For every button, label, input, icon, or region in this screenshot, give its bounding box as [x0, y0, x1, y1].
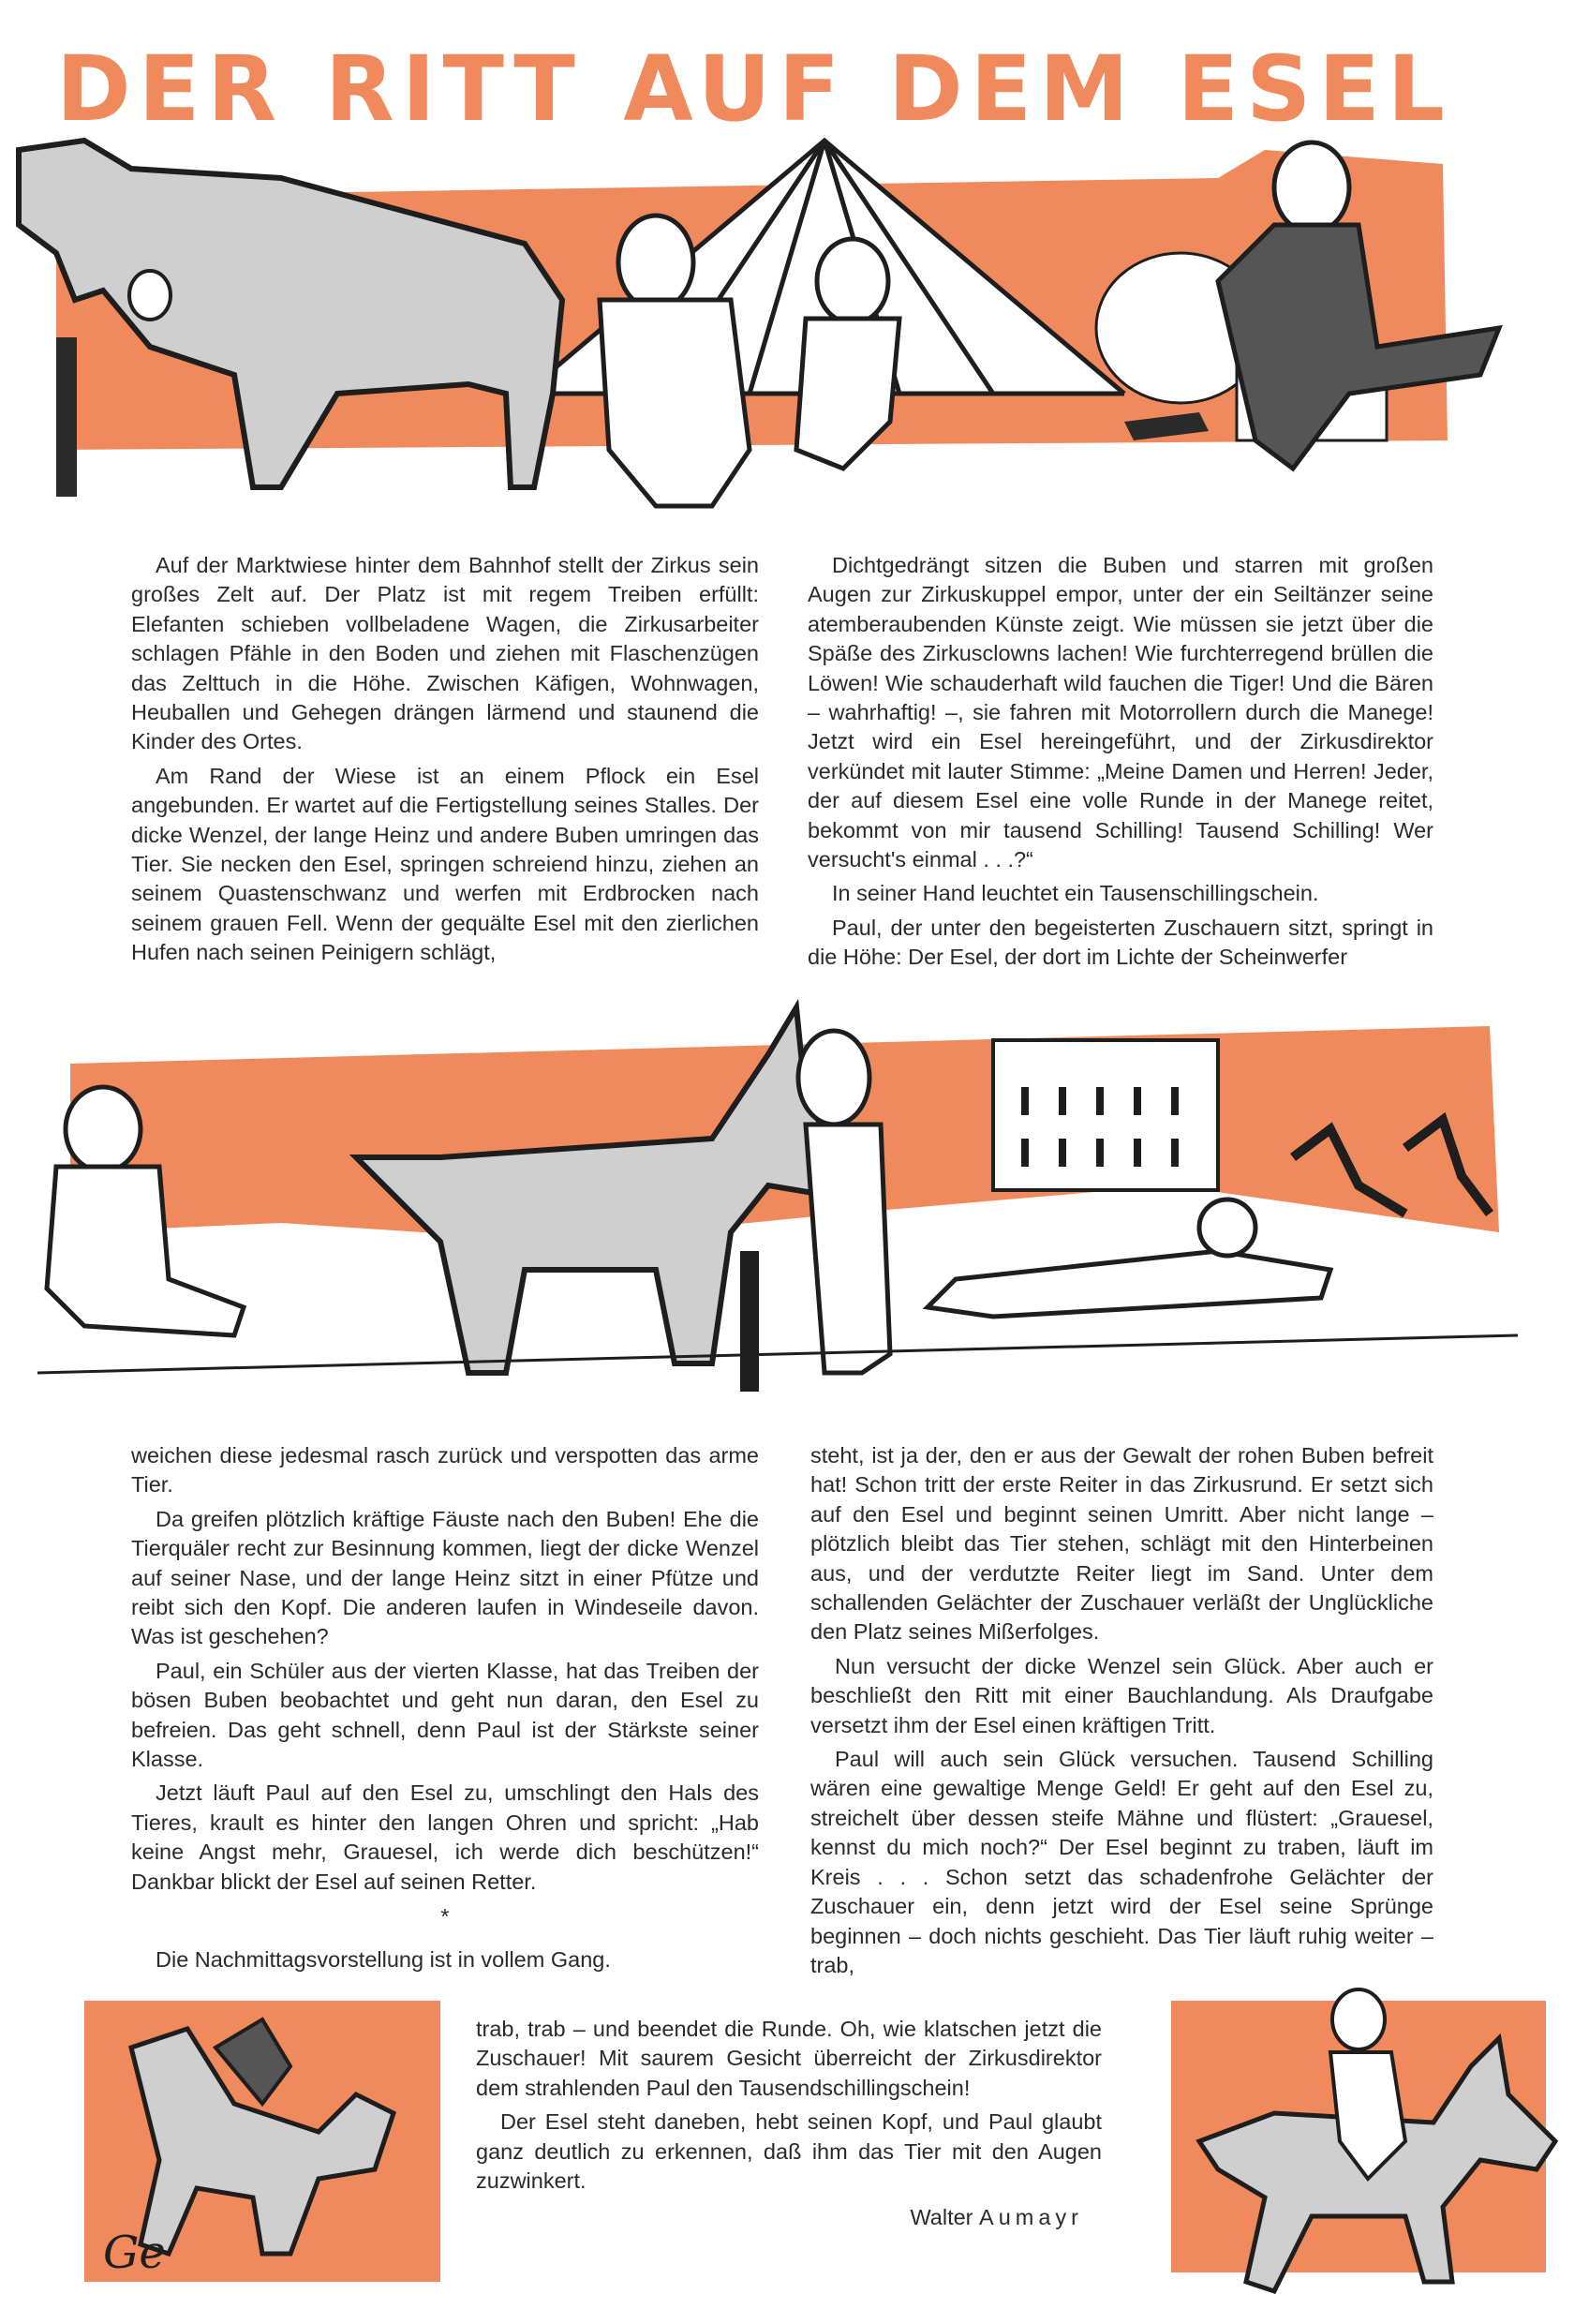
author-signature [476, 2203, 1102, 2232]
paragraph: In seiner Hand leuchtet ein Tausenschillingschein. [832, 881, 1319, 906]
title-word: AUF [623, 37, 848, 142]
paragraph: Da greifen plötzlich kräftige Fäuste nach den Buben! Ehe die Tierquäler recht zur Besinnung kommen, liegt der dicke Wenzel auf seiner Nase, und der lange Heinz sitzt in einer Pfütze und reibt sich den Kopf. Die anderen laufen in Windeseile davon. Was ist geschehen? [131, 1506, 759, 1649]
column-2b [810, 1441, 1433, 1985]
illustrator-monogram: Ge [103, 2227, 166, 2279]
author-first-name: Walter [910, 2205, 973, 2230]
closing-text [476, 2015, 1102, 2233]
paragraph: Dichtgedrängt sitzen die Buben und starren mit großen Augen zur Zirkuskuppel empor, unter der ein Seiltänzer seine atemberaubenden Künste zeigt. Wie müssen sie jetzt über die Späße des Zirkusclowns lachen! Wie furchterregend brüllen die Löwen! Wie schauderhaft wild fauchen die Tiger! Und die Bären – wahrhaftig! –, sie fahren mit Motorrollern durch die Manege! Jetzt wird ein Esel hereingeführt, und der Zirkusdirektor verkündet mit lauter Stimme: „Meine Damen und Herren! Jeder, der auf diesem Esel eine volle Runde in der Manege reitet, bekommt von mir tausend Schilling! Tausend Schilling! Wer versucht's einmal . . .?“ [808, 553, 1433, 872]
title-word: ESEL [1177, 37, 1452, 142]
column-2a [808, 551, 1433, 977]
bucking-donkey-illustration [75, 1991, 450, 2291]
title-word: RITT [324, 37, 583, 142]
title-word: DER [56, 37, 285, 142]
author-last-name: Aumayr [979, 2205, 1083, 2230]
paragraph: Paul will auch sein Glück versuchen. Tausend Schilling wären eine gewaltige Menge Geld! Er geht auf den Esel zu, streichelt über dessen steife Mähne und flüstert: „Grauesel, kennst du mich noch?“ Der Esel beginnt zu traben, läuft im Kreis . . . Schon setzt das schadenfrohe Gelächter der Zuschauer ein, denn jetzt wird der Esel seine Sprünge beginnen – doch nichts geschieht. Das Tier läuft ruhig weiter – trab, [810, 1747, 1433, 1977]
paragraph: Paul, der unter den begeisterten Zuschauern sitzt, springt in die Höhe: Der Esel, der dort im Lichte der Scheinwerfer [808, 915, 1433, 970]
paragraph: steht, ist ja der, den er aus der Gewalt der rohen Buben befreit hat! Schon tritt der erste Reiter in das Zirkusrund. Er setzt sich auf den Esel und beginnt seinen Umritt. Aber nicht lange – plötzlich bleibt das Tier stehen, schlägt mit den Hinterbeinen aus, und der verdutzte Reiter liegt im Sand. Unter dem schallenden Gelächter der Zuschauer verläßt der Unglückliche den Platz seines Mißerfolges. [810, 1443, 1433, 1645]
paul-riding-donkey-illustration [1162, 1982, 1574, 2310]
paragraph: Auf der Marktwiese hinter dem Bahnhof stellt der Zirkus sein großes Zelt auf. Der Platz ist mit regem Treiben erfüllt: Elefanten schieben vollbeladene Wagen, die Zirkusarbeiter schlagen Pfähle in den Boden und ziehen mit Flaschenzügen das Zelttuch in die Höhe. Zwischen Käfigen, Wohnwagen, Heuballen und Gehegen drängen lärmend und staunend die Kinder des Ortes. [131, 553, 759, 754]
column-1b [131, 1441, 759, 1979]
donkey-rescue-illustration [0, 998, 1589, 1415]
title-word: DEM [887, 37, 1136, 142]
paragraph: Die Nachmittagsvorstellung ist in vollem Gang. [156, 1946, 611, 1972]
circus-meadow-illustration [0, 112, 1589, 515]
paragraph: weichen diese jedesmal rasch zurück und verspotten das arme Tier. [131, 1443, 759, 1497]
paragraph: trab, trab – und beendet die Runde. Oh, wie klatschen jetzt die Zuschauer! Mit saurem Gesicht überreicht der Zirkusdirektor dem strahlenden Paul den Tausendschillingschein! [476, 2017, 1102, 2100]
paragraph: Der Esel steht daneben, hebt seinen Kopf, und Paul glaubt ganz deutlich zu erkennen, daß ihm das Tier mit den Augen zuzwinkert. [476, 2109, 1102, 2194]
section-separator: * [440, 1904, 450, 1929]
column-1a [131, 551, 759, 973]
paragraph: Am Rand der Wiese ist an einem Pflock ein Esel angebunden. Er wartet auf die Fertigstellung seines Stalles. Der dicke Wenzel, der lange Heinz und andere Buben umringen das Tier. Sie necken den Esel, springen schreiend hinzu, ziehen an seinem Quastenschwanz und werfen mit Erdbrocken nach seinem grauen Fell. Wenn der gequälte Esel mit den zierlichen Hufen nach seinen Peinigern schlägt, [131, 763, 759, 965]
paragraph: Jetzt läuft Paul auf den Esel zu, umschlingt den Hals des Tieres, krault es hinter den langen Ohren und spricht: „Hab keine Angst mehr, Grauesel, ich werde dich beschützen!“ Dankbar blickt der Esel auf seinen Retter. [131, 1780, 759, 1894]
paragraph: Nun versucht der dicke Wenzel sein Glück. Aber auch er beschließt den Ritt mit einer Bauchlandung. Als Draufgabe versetzt ihm der Esel einen kräftigen Tritt. [810, 1653, 1433, 1737]
paragraph: Paul, ein Schüler aus der vierten Klasse, hat das Treiben der bösen Buben beobachtet und geht nun daran, den Esel zu befreien. Das geht schnell, denn Paul ist der Stärkste seiner Klasse. [131, 1658, 759, 1772]
